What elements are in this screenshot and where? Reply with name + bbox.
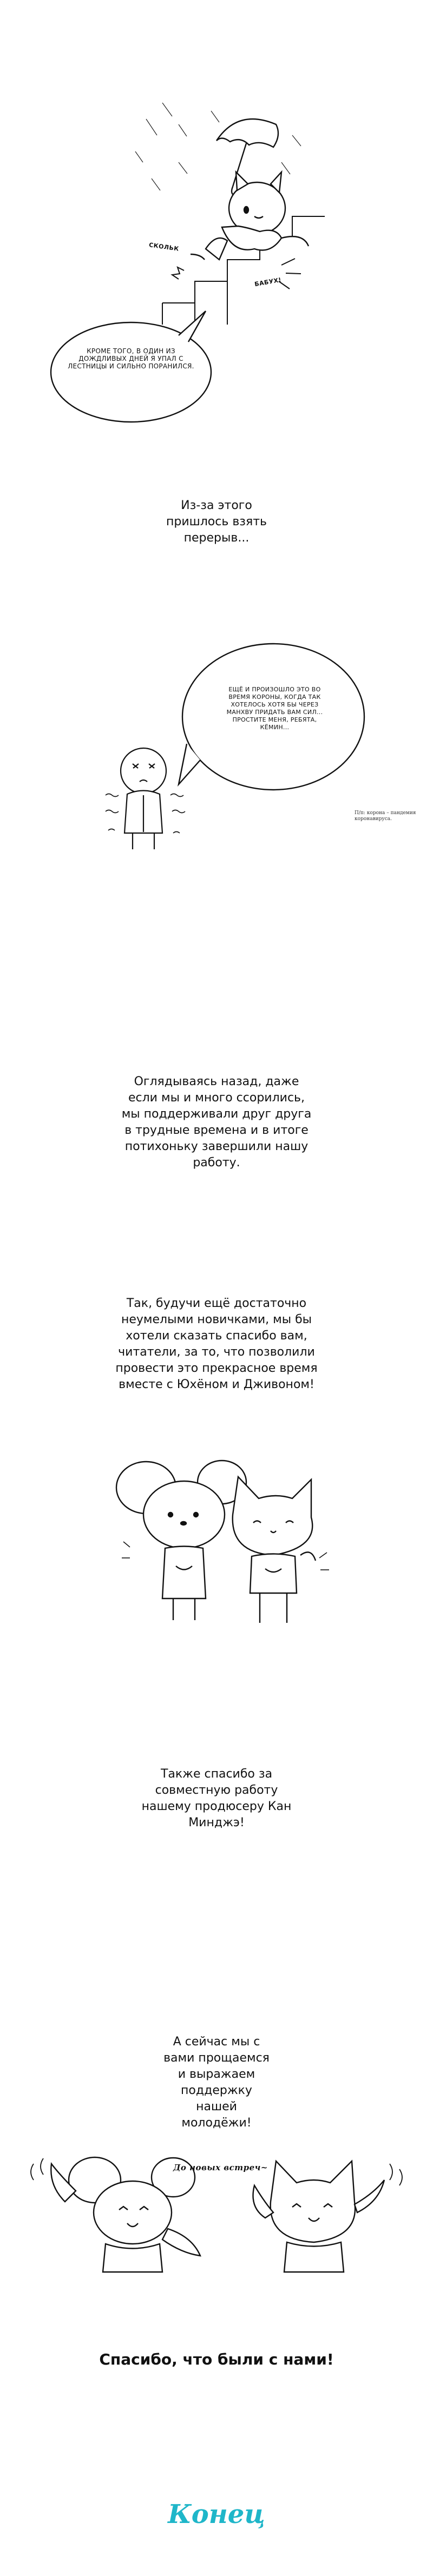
banner-text: До новых встреч~: [173, 2163, 268, 2172]
panel-fall: [0, 0, 433, 433]
sfx-splash: СКОЛЬК: [148, 241, 180, 253]
sfx-thud: БАБУХ!: [254, 276, 283, 288]
mouse-waving: [51, 2157, 200, 2272]
cat-waving: [253, 2161, 385, 2272]
duo-illustration: [0, 1450, 433, 1644]
sorry-illustration: [0, 622, 433, 893]
panel-duo: [0, 1450, 433, 1644]
panel-sorry: [0, 622, 433, 893]
translator-note: П/п: корона – пандемия коронавируса.: [355, 810, 416, 822]
end-title: Конец: [168, 2499, 265, 2529]
impact-lines: [172, 259, 301, 289]
panel-goodbye: [0, 2121, 433, 2283]
narration-3: Так, будучи ещё достаточно неумелыми новичками, мы бы хотели сказать спасибо вам, читатели, за то, что позволили провести это прекрасное время вместе с Юхёном и Дживоном!: [115, 1297, 318, 1391]
bubble-text-2: ЕЩЁ И ПРОИЗОШЛО ЭТО ВО ВРЕМЯ КОРОНЫ, КОГДА ТАК ХОТЕЛОСЬ ХОТЯ БЫ ЧЕРЕЗ МАНХВУ ПРИДАТЬ ВАМ СИЛ... ПРОСТИТЕ МЕНЯ, РЕБЯТА, КЁМИН...: [226, 686, 323, 731]
fall-illustration: [0, 0, 433, 433]
final-thanks: Спасибо, что были с нами!: [99, 2350, 334, 2368]
narration-2: Оглядываясь назад, даже если мы и много ссорились, мы поддерживали друг друга в трудные времена и в итоге потихоньку завершили нашу работу.: [121, 1075, 312, 1170]
crying-character: [121, 748, 166, 849]
narration-5: А сейчас мы с вами прощаемся и выражаем поддержку нашей молодёжи!: [163, 2035, 270, 2130]
goodbye-illustration: [0, 2121, 433, 2283]
narration-4: Также спасибо за совместную работу нашему продюсеру Кан Минджэ!: [141, 1767, 292, 1829]
narration-1: Из-за этого пришлось взять перерыв...: [166, 499, 267, 545]
cat-character: [233, 1477, 316, 1623]
falling-cat: [191, 172, 309, 260]
bubble-text-1: КРОМЕ ТОГО, В ОДИН ИЗ ДОЖДЛИВЫХ ДНЕЙ Я УПАЛ С ЛЕСТНИЦЫ И СИЛЬНО ПОРАНИЛСЯ.: [68, 347, 194, 370]
mouse-character: [116, 1461, 246, 1620]
